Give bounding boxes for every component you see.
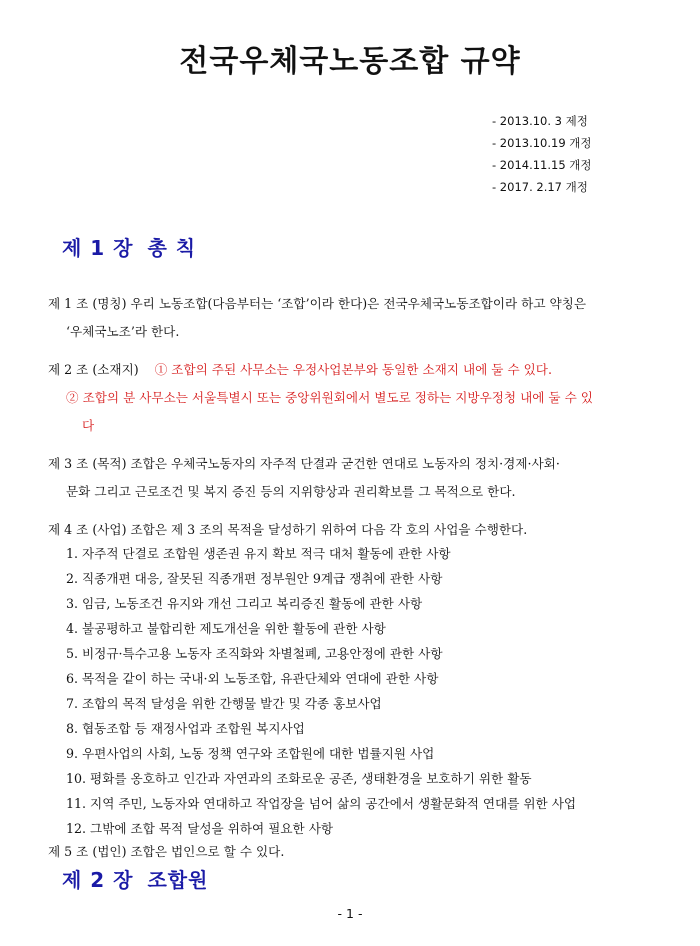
page-number: - 1 -: [337, 906, 363, 921]
article-4-items: [66, 541, 576, 841]
article-heading: 제 2 조 (소재지): [48, 362, 139, 377]
article-clause: ② 조합의 분 사무소는 서울특별시 또는 중앙위원회에서 별도로 정하는 지방우정청 내에 둘 수 있: [66, 390, 593, 405]
list-item: 12. 그밖에 조합 목적 달성을 위하여 필요한 사항: [66, 821, 334, 836]
chapter-2-heading: [62, 864, 208, 893]
chapter-name: 총 칙: [147, 236, 197, 260]
chapter-number: 제 1 장: [62, 236, 134, 260]
list-item: 8. 협동조합 등 재정사업과 조합원 복지사업: [66, 721, 305, 736]
article-1: [48, 290, 653, 346]
list-item: 10. 평화를 옹호하고 인간과 자연과의 조화로운 공존, 생태환경을 보호하기 위한 활동: [66, 771, 532, 786]
list-item: 3. 임금, 노동조건 유지와 개선 그리고 복리증진 활동에 관한 사항: [66, 596, 423, 611]
revision-entry: - 2013.10.19 개정: [492, 136, 592, 150]
revision-entry: - 2017. 2.17 개정: [492, 180, 588, 194]
list-item: 9. 우편사업의 사회, 노동 정책 연구와 조합원에 대한 법률지원 사업: [66, 746, 435, 761]
article-5: [48, 838, 653, 866]
list-item: 11. 지역 주민, 노동자와 연대하고 작업장을 넘어 삶의 공간에서 생활문화적 연대를 위한 사업: [66, 796, 577, 811]
chapter-name: 조합원: [147, 868, 209, 892]
list-item: 2. 직종개편 대응, 잘못된 직종개편 정부원안 9계급 쟁취에 관한 사항: [66, 571, 443, 586]
revision-entry: - 2014.11.15 개정: [492, 158, 592, 172]
chapter-number: 제 2 장: [62, 868, 134, 892]
article-text: 제 3 조 (목적) 조합은 우체국노동자의 자주적 단결과 굳건한 연대로 노동자의 정치·경제·사회·: [48, 456, 560, 471]
list-item: 5. 비정규·특수고용 노동자 조직화와 차별철폐, 고용안정에 관한 사항: [66, 646, 443, 661]
list-item: 4. 불공평하고 불합리한 제도개선을 위한 활동에 관한 사항: [66, 621, 386, 636]
article-2: [48, 356, 653, 440]
article-text: 제 1 조 (명칭) 우리 노동조합(다음부터는 ‘조합’이라 한다)은 전국우체국노동조합이라 하고 약칭은: [48, 296, 586, 311]
list-item: 1. 자주적 단결로 조합원 생존권 유지 확보 적극 대처 활동에 관한 사항: [66, 546, 451, 561]
article-text: 문화 그리고 근로조건 및 복지 증진 등의 지위향상과 권리확보를 그 목적으로 한다.: [66, 484, 516, 499]
list-item: 6. 목적을 같이 하는 국내·외 노동조합, 유관단체와 연대에 관한 사항: [66, 671, 439, 686]
revision-history: [492, 110, 592, 198]
document-title: 전국우체국노동조합 규약: [179, 44, 521, 79]
chapter-1-heading: [62, 232, 196, 261]
article-clause-cont: 다: [82, 418, 95, 433]
list-item: 7. 조합의 목적 달성을 위한 간행물 발간 및 각종 홍보사업: [66, 696, 382, 711]
article-text: ‘우체국노조’라 한다.: [66, 324, 180, 339]
article-text: 제 5 조 (법인) 조합은 법인으로 할 수 있다.: [48, 844, 285, 859]
article-clause: ① 조합의 주된 사무소는 우정사업본부와 동일한 소재지 내에 둘 수 있다.: [154, 362, 552, 377]
article-text: 제 4 조 (사업) 조합은 제 3 조의 목적을 달성하기 위하여 다음 각 호의 사업을 수행한다.: [48, 522, 528, 537]
article-3: [48, 450, 653, 506]
article-4: [48, 516, 653, 544]
revision-entry: - 2013.10. 3 제정: [492, 114, 588, 128]
